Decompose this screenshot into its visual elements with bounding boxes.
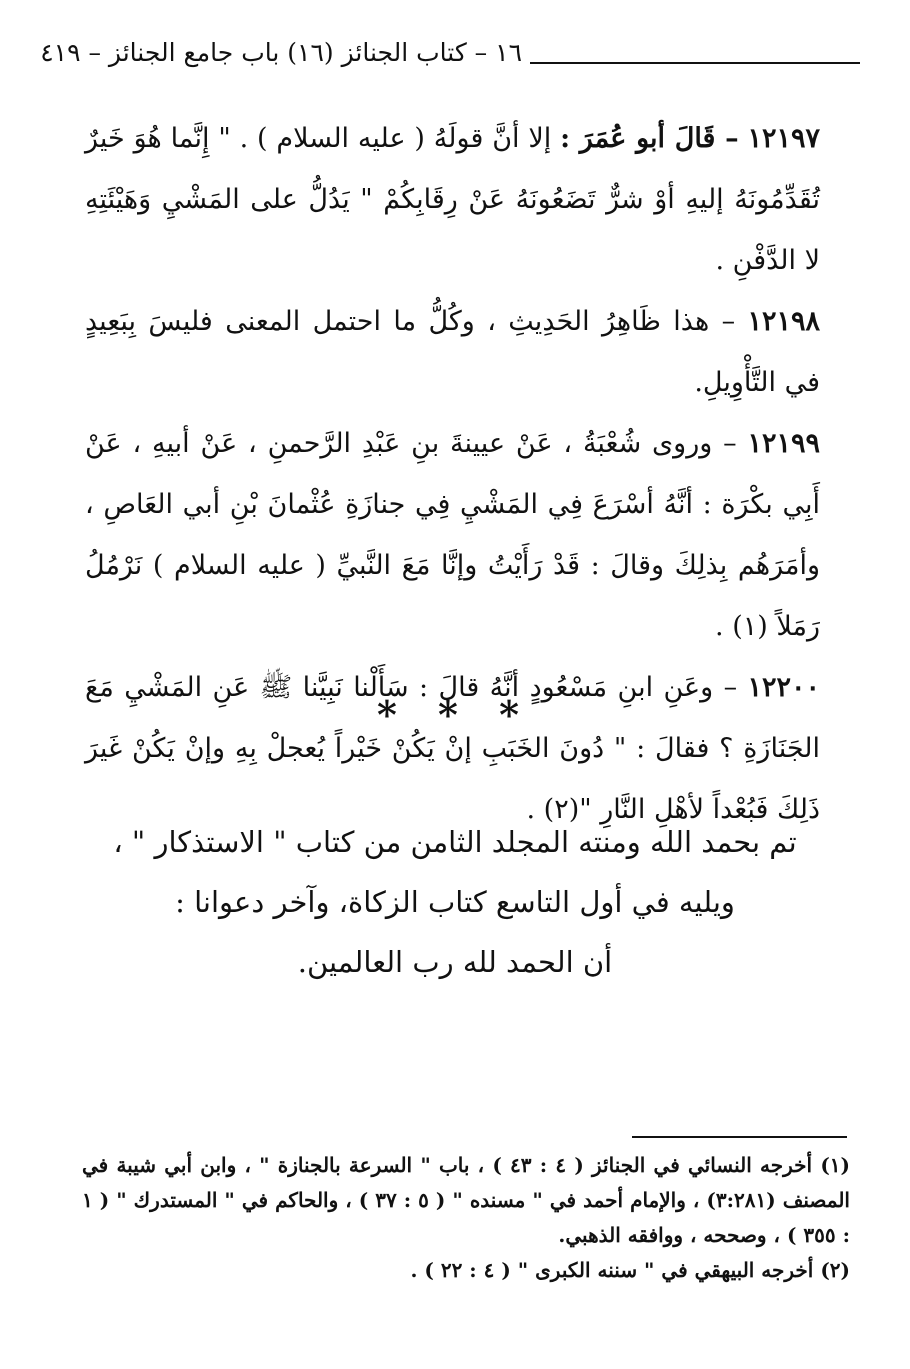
paragraph-text: – وروى شُعْبَةُ ، عَنْ عيينةَ بنِ عَبْدِ الرَّحمنِ ، عَنْ أبيهِ ، عَنْ أَبِي بكْرَة : أنَّهُ أسْرَعَ فِي المَشْيِ فِي جنازَةِ عُثْمانَ بْنِ أبي العَاصِ ، وأمَرَهُم بِذلِكَ وقالَ : قَدْ رَأَيْتُ وإنَّا مَعَ النَّبيِّ ( عليه السلام ) نَرْمُلُ رَمَلاً (١) . [85, 428, 820, 642]
footnote-1: (١) أخرجه النسائي في الجنائز ( ٤ : ٤٣ ) ، باب " السرعة بالجنازة " ، وابن أبي شيبة في المصنف (٣:٢٨١) ، والإمام أحمد في " مسنده " ( ٥ : ٣٧ ) ، والحاكم في " المستدرك " ( ١ : ٣٥٥ ) ، وصححه ، ووافقه الذهبي. [82, 1153, 850, 1247]
paragraph-number: ١٢١٩٩ [747, 428, 820, 459]
paragraph-text: إلا أنَّ قولَهُ ( عليه السلام ) . " إِنَّما هُوَ خَيرٌ تُقَدِّمُونَهُ إليهِ أوْ شرٌّ تَضَعُونَهُ عَنْ رِقَابِكُمْ " يَدُلُّ على المَشْيِ وَهَيْئَتِهِ لا الدَّفْنِ . [85, 123, 820, 276]
paragraph-text: – هذا ظَاهِرُ الحَدِيثِ ، وكُلُّ ما احتمل المعنى فليسَ بِبَعِيدٍ في التَّأْوِيلِ. [85, 306, 820, 398]
closing-line: تم بحمد الله ومنته المجلد الثامن من كتاب " الاستذكار " ، [113, 825, 797, 859]
footnotes [82, 1148, 850, 1288]
paragraph-12198 [85, 291, 820, 413]
paragraph-number: ١٢٢٠٠ [747, 672, 820, 703]
paragraph-lead: – قَالَ أبو عُمَرَ : [560, 123, 739, 154]
closing-line: ويليه في أول التاسع كتاب الزكاة، وآخر دعوانا : [175, 885, 735, 919]
footnote-rule [632, 1136, 847, 1138]
paragraph-number: ١٢١٩٨ [747, 306, 820, 337]
paragraph-text: – وعَنِ ابنِ مَسْعُودٍ أنَّهُ قالَ : سَأَلْنا نَبِيَّنا ﷺ عَنِ المَشْيِ مَعَ الجَنَازَةِ ؟ فقالَ : " دُونَ الخَبَبِ إنْ يَكُنْ خَيْراً يُعجلْ بِهِ وإنْ يَكُنْ غَيرَ ذَلِكَ فَبُعْداً لأهْلِ النَّارِ "(٢) . [85, 672, 820, 825]
section-separator: * * * [376, 692, 534, 737]
paragraph-12199 [85, 413, 820, 657]
paragraph-12197 [85, 108, 820, 291]
paragraph-number: ١٢١٩٧ [747, 123, 820, 154]
header-rule [530, 62, 860, 64]
closing-line: أن الحمد لله رب العالمين. [297, 945, 613, 979]
closing-colophon [0, 812, 910, 992]
footnote-2: (٢) أخرجه البيهقي في " سننه الكبرى " ( ٤ : ٢٢ ) . [410, 1258, 850, 1282]
running-header: ١٦ – كتاب الجنائز (١٦) باب جامع الجنائز – ٤١٩ [40, 38, 522, 67]
